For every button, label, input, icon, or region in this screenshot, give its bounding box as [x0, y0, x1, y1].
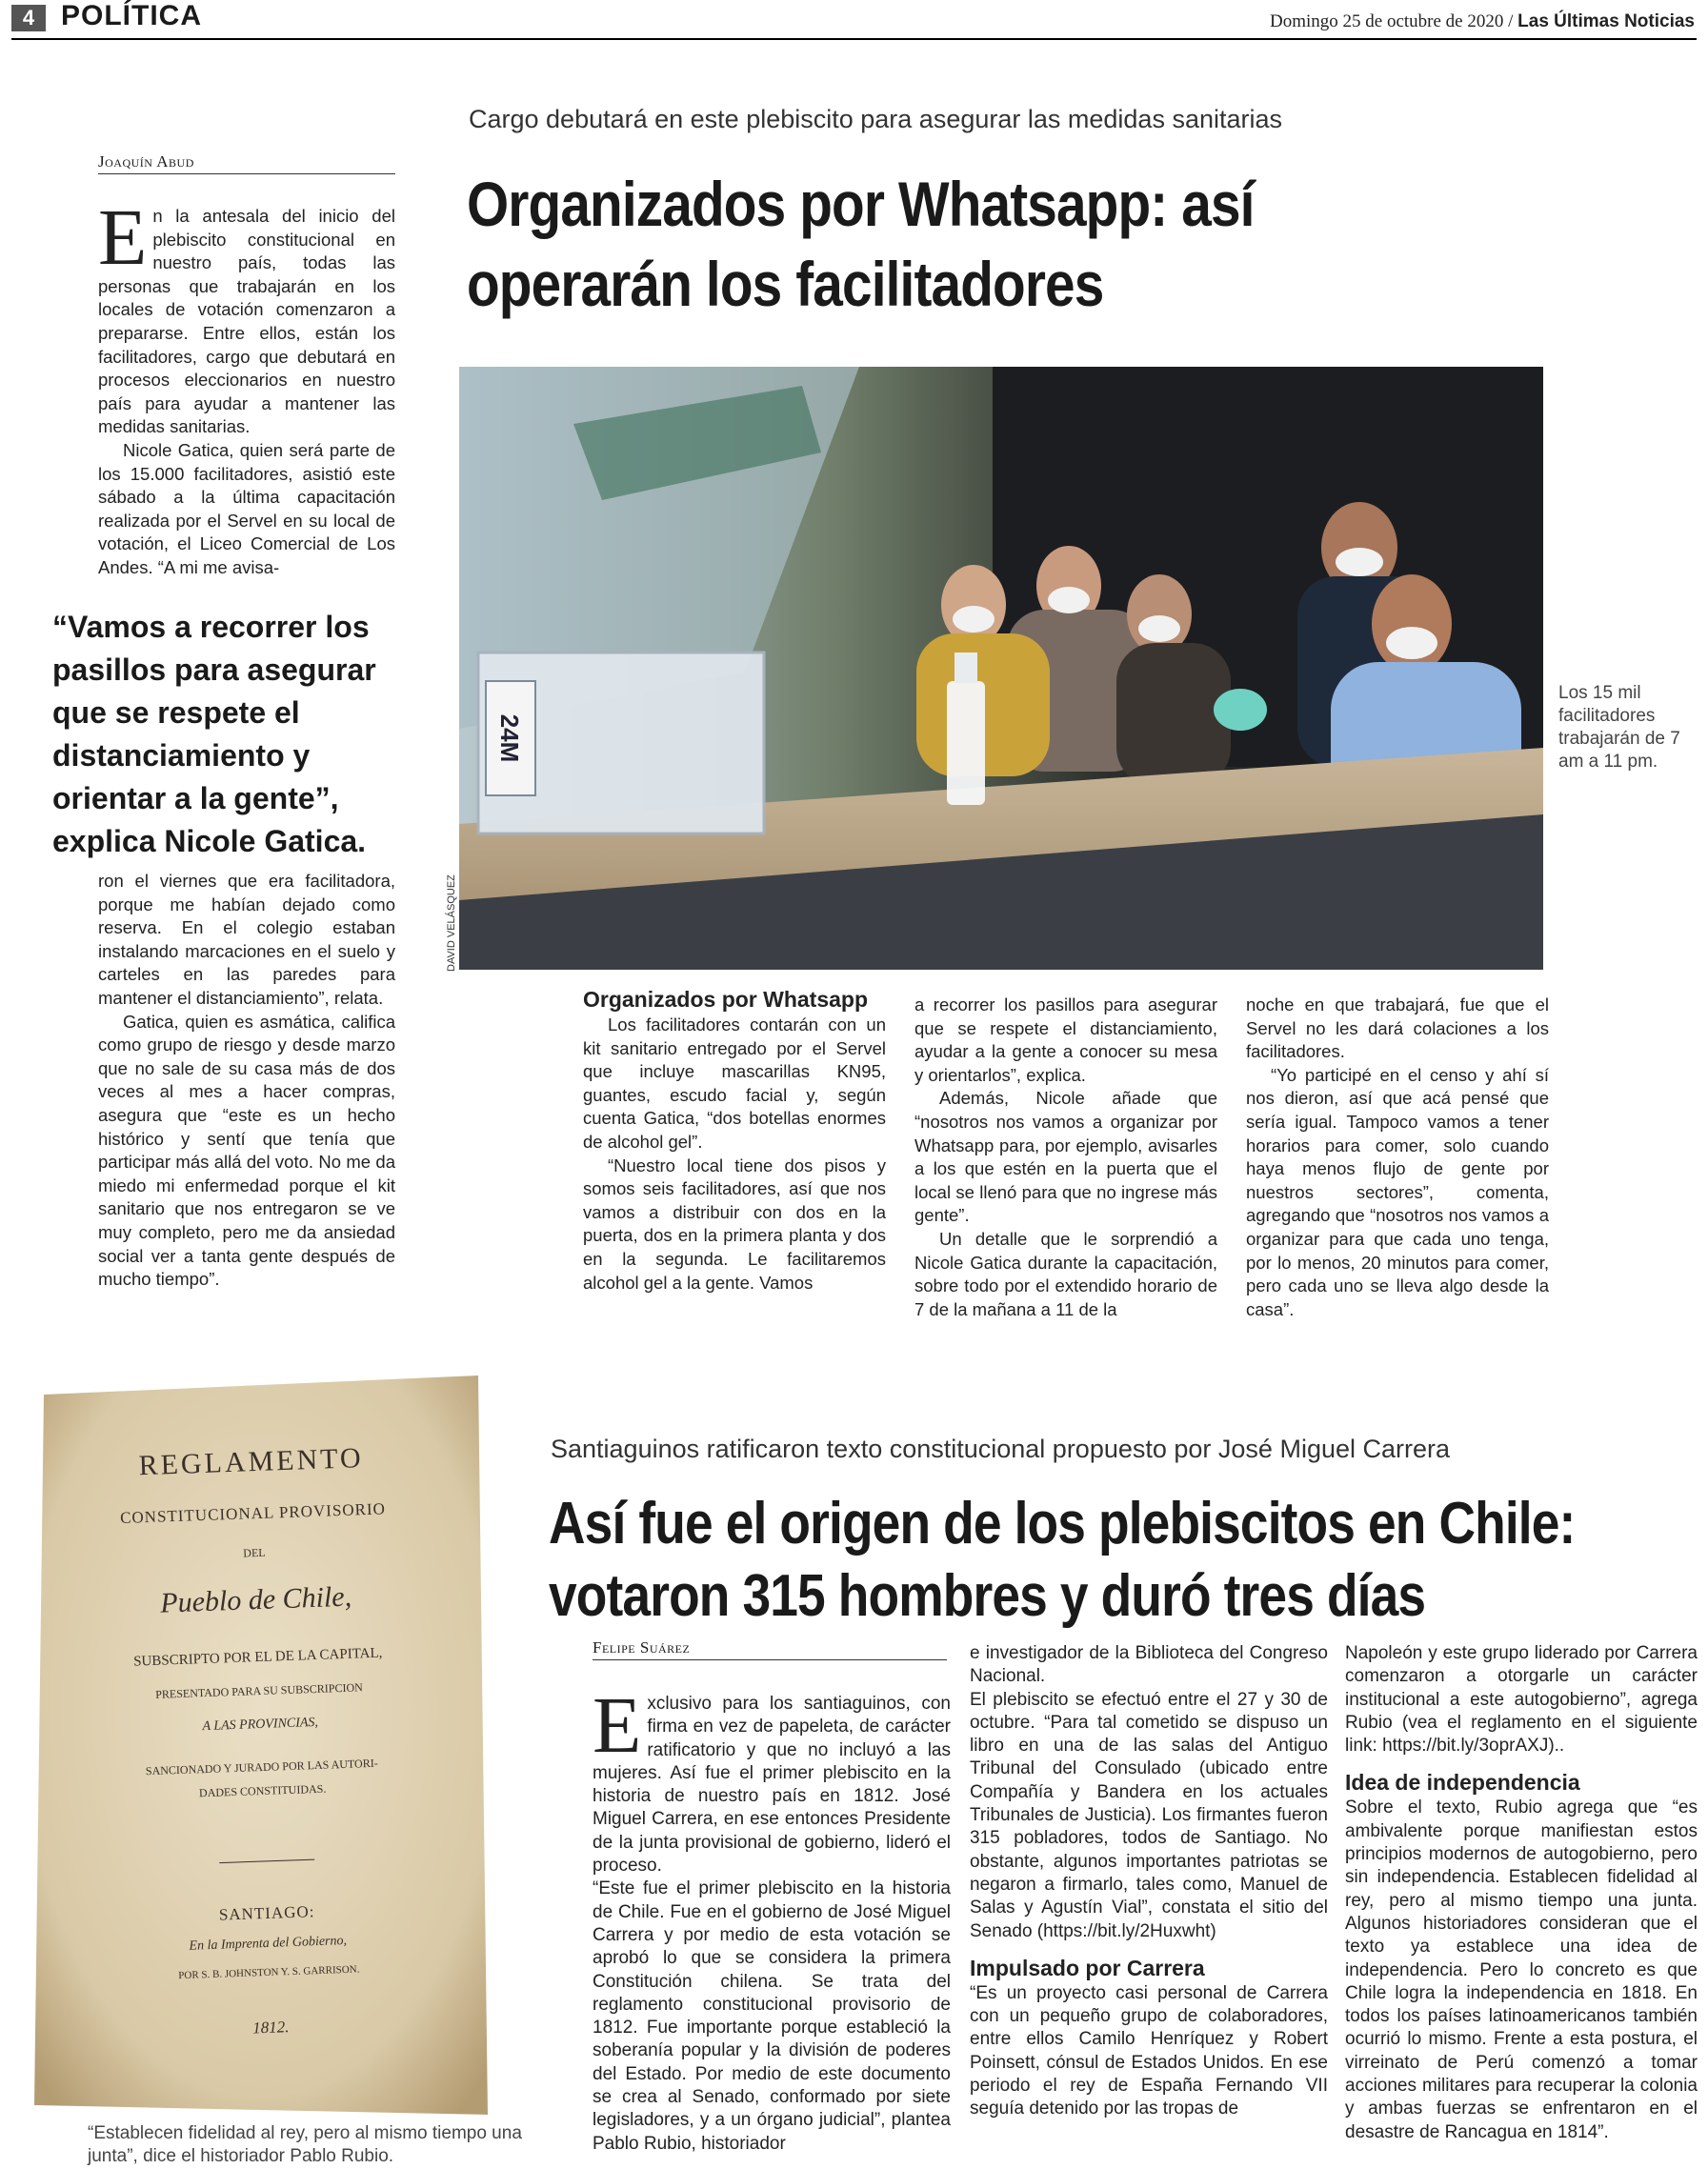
article2-c2p3: “Es un proyecto casi personal de Carrera con un pequeño grupo de colaboradores, entre ellos Camilo Henríquez y Robert Poinsett, cónsul de Estados Unidos. En ese periodo el rey de España Fernando VII seguía detenido por las tropas de: [970, 1982, 1328, 2119]
page-number: 4: [11, 5, 46, 31]
article1-subhead: Organizados por Whatsapp: [583, 987, 869, 1012]
article2-headline-line2: votaron 315 hombres y duró tres días: [549, 1563, 1426, 1629]
article1-column1-bottom: [98, 870, 395, 1292]
doc-imprint1: En la Imprenta del Gobierno,: [189, 1933, 348, 1954]
article2-subhead1: Impulsado por Carrera: [970, 1955, 1205, 1980]
article2-c3p2: Sobre el texto, Rubio agrega que “es ambivalente porque manifiestan estos principios modernos de autogobierno, pero sin independencia. Establecen fidelidad al rey, pero al mismo tiempo una junta. Algunos historiadores consideran que el texto ya establece una idea de independencia. Pero lo concreto es que Chile logra la independencia en 1818. En todos los países latinoamericanos también ocurrió lo mismo. Frente a esta postura, el virreinato de Perú comenzó a tomar acciones militares para recuperar la colonia y ambas fuerzas se enfrentaron en el desastre de Rancagua en 1814”.: [1345, 1797, 1698, 2142]
doc-line5: SUBSCRIPTO POR EL DE LA CAPITAL,: [132, 1645, 383, 1670]
article1-c3p3: Un detalle que le sorprendió a Nicole Gatica durante la capacitación, sobre todo por el extendido horario de 7 de la mañana a 11 de la: [914, 1228, 1217, 1319]
doc-line3: DEL: [243, 1545, 266, 1560]
article1-p3: ron el viernes que era facilitadora, porque me habían dejado como reserva. En el colegio estaban instalando marcaciones en el suelo y carteles en las paredes para mantener el distanciamiento”, relata.: [98, 871, 395, 1008]
paper-name: Las Últimas Noticias: [1517, 11, 1695, 31]
article1-p2: Nicole Gatica, quien será parte de los 15.000 facilitadores, asistió este sábado a la última capacitación realizada por el Servel en su local de votación, el Liceo Comercial de Los Andes. “A mi me avisa-: [98, 439, 395, 577]
article2-dropcap: E: [593, 1681, 642, 1770]
article2-subhead2: Idea de independencia: [1345, 1770, 1580, 1796]
article1-c3p2: Además, Nicole añade que “nosotros nos vamos a organizar por Whatsapp para, por ejemplo, avisarles a los que estén en la puerta que el local se llenó para que no ingrese más gente”.: [914, 1088, 1217, 1226]
article1-p1: n la antesala del inicio del plebiscito constitucional en nuestro país, todas las personas que trabajarán en los locales de votación comenzaron a prepararse. Entre ellos, están los facilitadores, cargo que debutará en procesos eleccionarios en nuestro país para ayudar a mantener las medidas sanitarias.: [98, 206, 395, 437]
article2-byline: Felipe Suárez: [593, 1638, 947, 1660]
article2-column2: [970, 1642, 1328, 2121]
doc-line9: DADES CONSTITUIDAS.: [198, 1781, 327, 1800]
article1-headline: [467, 164, 1255, 324]
article1-p4: Gatica, quien es asmática, califica como grupo de riesgo y desde marzo que no sale de su casa más de dos veces al mes a hacer compras, asegura que “este es un hecho histórico y sentí que tenía que participar más allá del voto. No me da miedo mi enfermedad porque el kit sanitario que nos entregaron se ve muy completo, pero me da ansiedad social ver a tanta gente después de mucho tiempo”.: [98, 1011, 395, 1290]
photo-caption: Los 15 mil facilitadores trabajarán de 7 am a 11 pm.: [1558, 683, 1680, 772]
doc-line7: A LAS PROVINCIAS,: [202, 1715, 319, 1735]
doc-line4: Pueblo de Chile,: [159, 1580, 352, 1619]
article2-headline: [549, 1488, 1575, 1633]
ballot-box-label: 24M: [495, 713, 524, 763]
article1-c2p2: “Nuestro local tiene dos pisos y somos seis facilitadores, así que nos vamos a distribuir con dos en la puerta, dos en la primera planta y dos en la segunda. Le facilitaremos alcohol gel a la gente. Vamos: [583, 1155, 886, 1293]
doc-year: 1812.: [251, 2018, 290, 2038]
article1-c3p1: a recorrer los pasillos para asegurar que se respete el distanciamiento, ayudar a la gente a conocer su mesa y orientarlos”, explica.: [914, 994, 1217, 1085]
article2-kicker: Santiaguinos ratificaron texto constitucional propuesto por José Miguel Carrera: [551, 1435, 1451, 1463]
article2-c1p2: “Este fue el primer plebiscito en la historia de Chile. Fue en el gobierno de José Miguel Carrera y por medio de esta votación se aprobó lo que se considera la primera Constitución chilena. Se trata del reglamento constitucional provisorio de 1812. Fue importante porque estableció la soberanía popular y la división de poderes del Estado. Por medio de este documento se crea al Senado, conformado por siete legisladores, y a un órgano judicial”, plantea Pablo Rubio, historiador: [593, 1878, 951, 2154]
article2-c2p2: El plebiscito se efectuó entre el 27 y 30 de octubre. “Para tal cometido se dispuso un libro en una de las salas del Antiguo Tribunal del Consulado (ubicado entre Compañía y Bandera en los actuales Tribunales de Justicia). Los firmantes fueron 315 pobladores, todos de Santiago. No obstante, algunos importantes patriotas se negaron a firmarlo, tales como, Manuel de Salas y Agustín Vial”, constata el sitio del Senado (https://bit.ly/2Huxwht): [970, 1689, 1328, 1941]
document-caption: “Establecen fidelidad al rey, pero al mismo tiempo una junta”, dice el historiador Pablo Rubio.: [88, 2123, 522, 2166]
article1-pullquote: “Vamos a recorrer los pasillos para asegurar que se respete el distanciamiento y orientar a la gente”, explica Nicole Gatica.: [52, 610, 376, 858]
article1-headline-line1: Organizados por Whatsapp: así: [467, 169, 1255, 239]
article2-c1p1: xclusivo para los santiaguinos, con firma en vez de papeleta, de carácter ratificatorio y que no incluyó a las mujeres. Así fue el primer plebiscito en la historia de nuestro país en 1812. José Miguel Carrera, en ese entonces Presidente de la junta provisional de gobierno, lideró el proceso.: [593, 1694, 951, 1877]
article1-c4p2: “Yo participé en el censo y ahí sí nos dieron, así que acá pensé que sería igual. Tampoco vamos a tener horarios para comer, solo cuando haya menos flujo de gente por nuestros sectores”, comenta, agregando que “nosotros nos vamos a organizar para que cada uno tenga, por lo menos, 20 minutos para comer, pero cada uno se lleva algo desde la casa”.: [1246, 1064, 1549, 1319]
doc-imprint2: POR S. B. JOHNSTON Y. S. GARRISON.: [178, 1963, 360, 1982]
facilitators-photo: [459, 367, 1543, 970]
photo-illustration: [459, 367, 1543, 970]
reglamento-document-image: [34, 1376, 488, 2115]
section-title: POLÍTICA: [61, 0, 202, 31]
article2-column1: [593, 1681, 951, 2156]
article1-byline: Joaquín Abud: [98, 152, 395, 174]
article1-column2: [583, 988, 886, 1295]
article1-column3: [914, 994, 1217, 1321]
article2-c2p1: e investigador de la Biblioteca del Congreso Nacional.: [970, 1643, 1328, 1687]
dateline: [1270, 11, 1695, 32]
date: Domingo 25 de octubre de 2020 /: [1270, 11, 1514, 31]
doc-line6: PRESENTADO PARA SU SUBSCRIPCION: [154, 1680, 364, 1701]
article1-c4p1: noche en que trabajará, fue que el Servel no les dará colaciones a los facilitadores.: [1246, 994, 1549, 1062]
photo-credit: DAVID VELÁSQUEZ: [446, 874, 457, 972]
article1-column4: [1246, 994, 1549, 1321]
article1-column1-top: [98, 193, 395, 580]
article1-headline-line2: operarán los facilitadores: [467, 249, 1104, 319]
doc-line2: CONSTITUCIONAL PROVISORIO: [119, 1499, 387, 1528]
doc-title: REGLAMENTO: [138, 1442, 365, 1482]
doc-city: SANTIAGO:: [218, 1902, 315, 1924]
header-rule: [11, 38, 1697, 40]
article1-dropcap: E: [98, 193, 148, 282]
article2-column3: [1345, 1642, 1698, 2144]
doc-line8: SANCIONADO Y JURADO POR LAS AUTORI-: [145, 1756, 378, 1778]
article1-c2p1: Los facilitadores contarán con un kit sanitario entregado por el Servel que incluye mascarillas KN95, guantes, escudo facial y, según cuenta Gatica, “dos botellas enormes de alcohol gel”.: [583, 1014, 886, 1152]
article2-c3p1: Napoleón y este grupo liderado por Carrera comenzaron a otorgarle un carácter institucional a este autogobierno”, agrega Rubio (vea el reglamento en el siguiente link: https://bit.ly/3oprAXJ)..: [1345, 1643, 1698, 1757]
article2-headline-line1: Así fue el origen de los plebiscitos en Chile:: [549, 1491, 1576, 1556]
article1-kicker: Cargo debutará en este plebiscito para asegurar las medidas sanitarias: [469, 105, 1282, 133]
old-document-illustration: [34, 1376, 488, 2115]
